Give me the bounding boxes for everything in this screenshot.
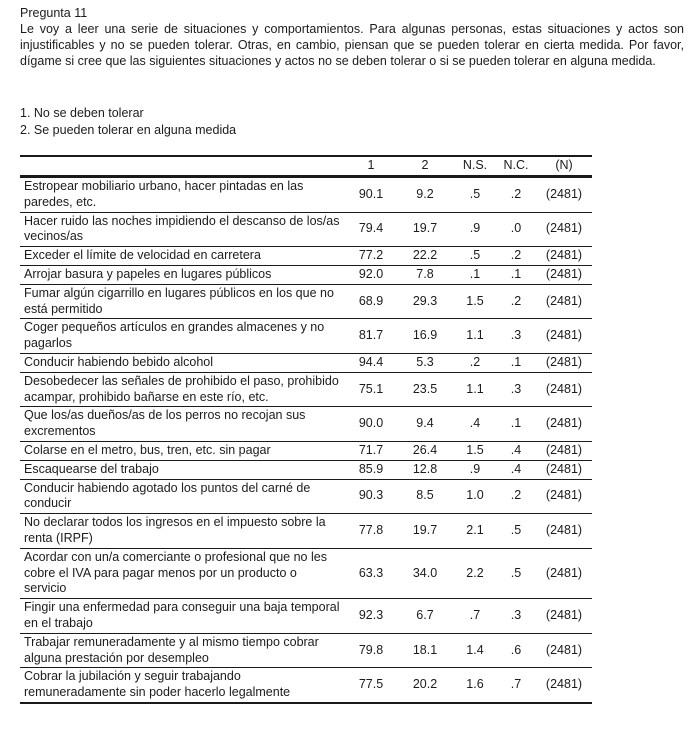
value-n-cell: (2481) <box>545 442 583 457</box>
value-nc-cell: .2 <box>510 186 522 201</box>
item-cell: Que los/as dueños/as de los perros no recojan sus excrementos <box>24 408 306 439</box>
table-row <box>20 633 592 668</box>
table-row <box>20 548 592 598</box>
value-1-cell: 85.9 <box>358 461 384 476</box>
value-2-cell: 23.5 <box>412 381 438 396</box>
table-row <box>20 599 592 634</box>
value-1-cell: 75.1 <box>358 381 384 396</box>
value-2-cell: 20.2 <box>412 677 438 692</box>
table-row <box>20 284 592 319</box>
value-n-cell: (2481) <box>545 221 583 236</box>
value-2-cell: 9.4 <box>416 416 434 431</box>
value-nc-cell: .3 <box>510 328 522 343</box>
value-n-cell: (2481) <box>545 461 583 476</box>
value-1-cell: 77.5 <box>358 677 384 692</box>
table-row <box>20 441 592 460</box>
value-nc-cell: .0 <box>510 221 522 236</box>
table-row <box>20 353 592 372</box>
value-1-cell: 94.4 <box>358 354 384 369</box>
value-nc-cell: .3 <box>510 608 522 623</box>
item-cell: No declarar todos los ingresos en el impuesto sobre la renta (IRPF) <box>24 515 326 545</box>
value-1-cell: 79.8 <box>358 642 384 657</box>
item-cell: Hacer ruido las noches impidiendo el descanso de los/as vecinos/as <box>24 213 340 244</box>
value-2-cell: 34.0 <box>412 565 438 580</box>
table-row <box>20 479 592 514</box>
value-ns-cell: 1.5 <box>466 293 484 308</box>
value-1-cell: 68.9 <box>358 293 384 308</box>
value-nc-cell: .2 <box>510 293 522 308</box>
value-ns-cell: .2 <box>469 354 481 369</box>
table-row <box>20 514 592 549</box>
value-n-cell: (2481) <box>545 677 583 692</box>
value-n-cell: (2481) <box>545 266 583 281</box>
table-row <box>20 212 592 247</box>
value-2-cell: 12.8 <box>412 461 438 476</box>
value-nc-cell: .6 <box>510 642 522 657</box>
value-ns-cell: 1.5 <box>466 442 484 457</box>
value-n-cell: (2481) <box>545 293 583 308</box>
value-1-cell: 90.1 <box>358 186 384 201</box>
value-nc-cell: .4 <box>510 442 522 457</box>
value-ns-cell: .9 <box>469 461 481 476</box>
value-1-cell: 90.0 <box>358 416 384 431</box>
item-cell: Trabajar remuneradamente y al mismo tiempo cobrar alguna prestación por desempleo <box>24 634 319 665</box>
item-cell: Conducir habiendo agotado los puntos del carné de conducir <box>24 480 311 511</box>
table-row <box>20 177 592 213</box>
value-n-cell: (2481) <box>545 381 583 396</box>
item-cell: Desobedecer las señales de prohibido el paso, prohibido acampar, prohibido bañarse en este río, etc. <box>24 373 339 404</box>
table-row <box>20 372 592 407</box>
value-1-cell: 71.7 <box>358 442 384 457</box>
value-nc-cell: .7 <box>510 677 522 692</box>
value-2-cell: 18.1 <box>412 642 438 657</box>
value-ns-cell: .9 <box>469 221 481 236</box>
value-2-cell: 26.4 <box>412 442 438 457</box>
item-cell: Estropear mobiliario urbano, hacer pintadas en las paredes, etc. <box>24 179 304 209</box>
header-option-2: 2 <box>421 158 429 172</box>
value-n-cell: (2481) <box>545 523 583 538</box>
value-n-cell: (2481) <box>545 416 583 431</box>
value-ns-cell: .7 <box>469 608 481 623</box>
value-nc-cell: .1 <box>510 266 522 281</box>
value-2-cell: 6.7 <box>416 608 434 623</box>
table-row <box>20 460 592 479</box>
value-n-cell: (2481) <box>545 248 583 263</box>
item-cell: Coger pequeños artículos en grandes almacenes y no pagarlos <box>24 320 325 351</box>
question-label: Pregunta 11 <box>20 6 88 20</box>
item-cell: Cobrar la jubilación y seguir trabajando remuneradamente sin poder hacerlo legalmente <box>24 669 291 700</box>
value-1-cell: 63.3 <box>358 565 384 580</box>
value-n-cell: (2481) <box>545 608 583 623</box>
value-2-cell: 29.3 <box>412 293 438 308</box>
item-cell: Arrojar basura y papeles en lugares públicos <box>24 266 272 281</box>
table-row <box>20 319 592 354</box>
header-option-1: 1 <box>367 158 375 172</box>
value-2-cell: 5.3 <box>416 354 434 369</box>
value-ns-cell: .5 <box>469 186 481 201</box>
value-1-cell: 77.8 <box>358 523 384 538</box>
table-row <box>20 265 592 284</box>
question-intro: Le voy a leer una serie de situaciones y comportamientos. Para algunas personas, estas situaciones y actos son injustificables y no se pueden tolerar. Otras, en cambio, piensan que se pueden tolerar en cierta medida. Por favor, dígame si cree que las siguientes situaciones y actos no se deben tolerar o si se pueden tolerar en alguna medida. <box>20 22 684 68</box>
value-n-cell: (2481) <box>545 186 583 201</box>
value-n-cell: (2481) <box>545 642 583 657</box>
answer-option-1: 1. No se deben tolerar <box>20 106 144 120</box>
answer-options <box>20 105 684 139</box>
table-row <box>20 668 592 703</box>
value-2-cell: 9.2 <box>416 186 434 201</box>
header-item-cell <box>20 156 346 177</box>
value-ns-cell: .1 <box>469 266 481 281</box>
value-2-cell: 22.2 <box>412 248 438 263</box>
value-ns-cell: 1.6 <box>466 677 484 692</box>
value-n-cell: (2481) <box>545 488 583 503</box>
value-ns-cell: .5 <box>469 248 481 263</box>
item-cell: Escaquearse del trabajo <box>24 461 159 476</box>
value-1-cell: 81.7 <box>358 328 384 343</box>
value-nc-cell: .2 <box>510 248 522 263</box>
value-nc-cell: .1 <box>510 416 522 431</box>
value-n-cell: (2481) <box>545 328 583 343</box>
value-1-cell: 92.3 <box>358 608 384 623</box>
value-1-cell: 77.2 <box>358 248 384 263</box>
value-nc-cell: .5 <box>510 523 522 538</box>
value-1-cell: 90.3 <box>358 488 384 503</box>
value-nc-cell: .1 <box>510 354 522 369</box>
table-header-row <box>20 156 592 177</box>
value-nc-cell: .3 <box>510 381 522 396</box>
value-2-cell: 16.9 <box>412 328 438 343</box>
value-1-cell: 92.0 <box>358 266 384 281</box>
value-n-cell: (2481) <box>545 354 583 369</box>
value-ns-cell: 1.1 <box>466 328 484 343</box>
results-table <box>20 155 592 704</box>
value-2-cell: 7.8 <box>416 266 434 281</box>
value-nc-cell: .5 <box>510 565 522 580</box>
value-ns-cell: 2.1 <box>466 523 484 538</box>
value-ns-cell: 2.2 <box>466 565 484 580</box>
item-cell: Fingir una enfermedad para conseguir una baja temporal en el trabajo <box>24 600 340 630</box>
item-cell: Acordar con un/a comerciante o profesional que no les cobre el IVA para pagar menos por un producto o servicio <box>24 549 327 596</box>
value-2-cell: 8.5 <box>416 488 434 503</box>
value-nc-cell: .4 <box>510 461 522 476</box>
value-ns-cell: .4 <box>469 416 481 431</box>
item-cell: Exceder el límite de velocidad en carretera <box>24 248 261 263</box>
table-body <box>20 177 592 703</box>
item-cell: Fumar algún cigarrillo en lugares públicos en los que no está permitido <box>24 285 334 316</box>
value-ns-cell: 1.4 <box>466 642 484 657</box>
value-ns-cell: 1.0 <box>466 488 484 503</box>
value-nc-cell: .2 <box>510 488 522 503</box>
value-n-cell: (2481) <box>545 565 583 580</box>
value-2-cell: 19.7 <box>412 523 438 538</box>
header-nc: N.C. <box>503 158 529 172</box>
item-cell: Conducir habiendo bebido alcohol <box>24 354 214 369</box>
value-1-cell: 79.4 <box>358 221 384 236</box>
table-row <box>20 247 592 266</box>
header-ns: N.S. <box>462 158 488 172</box>
value-2-cell: 19.7 <box>412 221 438 236</box>
table-row <box>20 407 592 442</box>
answer-option-2: 2. Se pueden tolerar en alguna medida <box>20 123 237 137</box>
value-ns-cell: 1.1 <box>466 381 484 396</box>
header-n: (N) <box>555 158 573 172</box>
item-cell: Colarse en el metro, bus, tren, etc. sin pagar <box>24 442 271 457</box>
